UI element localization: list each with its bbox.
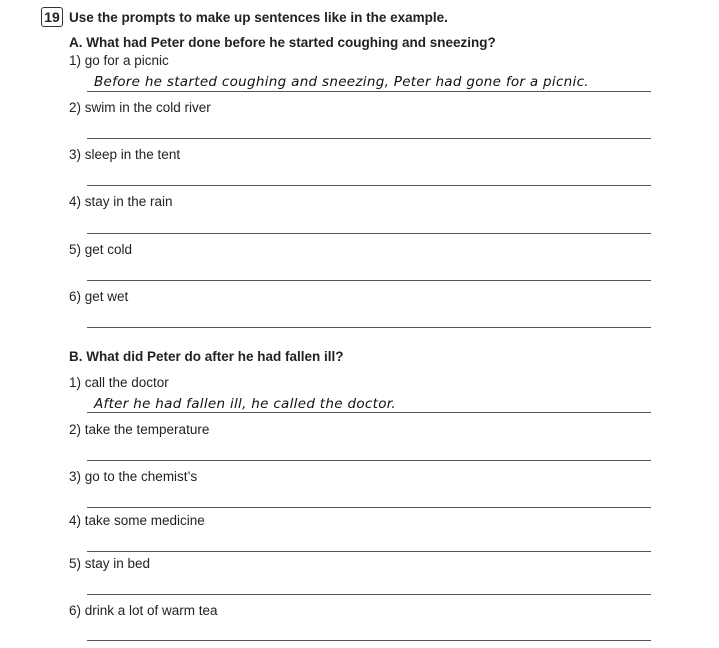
prompt: 6) get wet <box>69 289 129 304</box>
prompt: 2) take the temperature <box>69 422 210 437</box>
prompt: 5) get cold <box>69 242 133 257</box>
answer-line[interactable] <box>87 640 651 641</box>
answer-line[interactable] <box>87 233 651 234</box>
answer-line[interactable] <box>87 327 651 328</box>
answer-line[interactable] <box>87 280 651 281</box>
exercise-number: 19 <box>41 7 63 27</box>
answer-line[interactable] <box>87 594 651 595</box>
example-answer: After he had fallen ill, he called the doctor. <box>94 396 396 412</box>
prompt: 4) stay in the rain <box>69 194 173 209</box>
prompt: 1) go for a picnic <box>69 53 169 68</box>
prompt: 5) stay in bed <box>69 556 151 571</box>
section-heading: B. What did Peter do after he had fallen ill? <box>69 349 344 364</box>
answer-line[interactable] <box>87 185 651 186</box>
section-heading: A. What had Peter done before he started coughing and sneezing? <box>69 35 496 50</box>
instruction: Use the prompts to make up sentences like in the example. <box>69 10 448 25</box>
prompt: 2) swim in the cold river <box>69 100 211 115</box>
answer-line[interactable] <box>87 138 651 139</box>
prompt: 6) drink a lot of warm tea <box>69 603 218 618</box>
prompt: 3) go to the chemist’s <box>69 469 198 484</box>
prompt: 1) call the doctor <box>69 375 169 390</box>
prompt: 3) sleep in the tent <box>69 147 181 162</box>
answer-line[interactable] <box>87 460 651 461</box>
answer-line[interactable] <box>87 412 651 413</box>
answer-line[interactable] <box>87 91 651 92</box>
example-answer: Before he started coughing and sneezing, Peter had gone for a picnic. <box>94 74 589 90</box>
prompt: 4) take some medicine <box>69 513 205 528</box>
answer-line[interactable] <box>87 551 651 552</box>
answer-line[interactable] <box>87 507 651 508</box>
